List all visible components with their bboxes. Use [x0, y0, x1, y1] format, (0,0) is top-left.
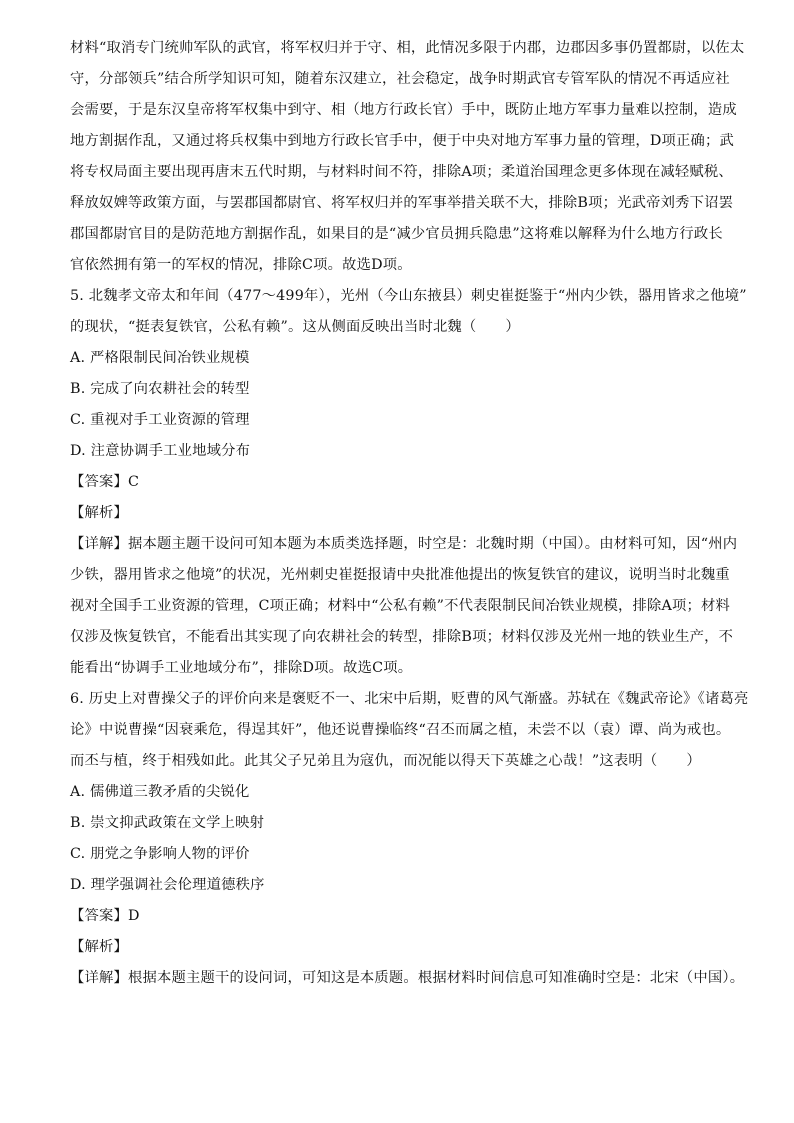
q6-option-c: C. 朋党之争影响人物的评价: [70, 846, 250, 862]
q5-option-b: B. 完成了向农耕社会的转型: [70, 381, 250, 397]
q6-option-a: A. 儒佛道三教矛盾的尖锐化: [70, 784, 250, 800]
q6-stem-line-2: 论》中说曹操“因衰乘危，得逞其奸”，他还说曹操临终“召丕而属之植，未尝不以（袁）谭、尚为戒也。: [70, 722, 731, 738]
q5-detail-line-5: 能看出“协调手工业地域分布”，排除D项。故选C项。: [70, 660, 413, 676]
q4-analysis-line-6: 释放奴婢等政策方面，与罢郡国都尉官、将军权归并的军事举措关联不大，排除B项；光武帝刘秀下诏罢: [70, 195, 734, 211]
q6-analysis-label: 【解析】: [70, 939, 128, 955]
q5-answer: 【答案】C: [70, 474, 140, 490]
q5-detail-line-3: 视对全国手工业资源的管理，C项正确；材料中“公私有赖”不代表限制民间冶铁业规模，排除A项；材料: [70, 598, 731, 614]
q5-analysis-label: 【解析】: [70, 505, 128, 521]
q4-analysis-line-7: 郡国都尉官目的是防范地方割据作乱，如果目的是“减少官员拥兵隐患”这将难以解释为什么地方行政长: [70, 226, 723, 242]
q5-option-d: D. 注意协调手工业地域分布: [70, 443, 251, 459]
q6-stem-line-3: 而丕与植，终于相残如此。此其父子兄弟且为寇仇，而况能以得天下英雄之心哉！”这表明（ ）: [70, 753, 701, 769]
q5-detail-line-2: 少铁，器用皆求之他境”的状况，光州刺史崔挺报请中央批准他提出的恢复铁官的建议，说明当时北魏重: [70, 567, 730, 583]
q4-analysis-line-3: 会需要，于是东汉皇帝将军权集中到守、相（地方行政长官）手中，既防止地方军事力量难以控制，造成: [70, 102, 737, 118]
q6-option-b: B. 崇文抑武政策在文学上映射: [70, 815, 265, 831]
q4-analysis-line-1: 材料“取消专门统帅军队的武官，将军权归并于守、相，此情况多限于内郡，边郡因多事仍置都尉，以佐太: [70, 40, 745, 56]
q4-analysis-line-8: 官依然拥有第一的军权的情况，排除C项。故选D项。: [70, 257, 412, 273]
q6-stem-line-1: 6. 历史上对曹操父子的评价向来是褒贬不一、北宋中后期，贬曹的风气渐盛。苏轼在《魏武帝论》《诸葛亮: [70, 691, 749, 707]
q4-analysis-line-4: 地方割据作乱，又通过将兵权集中到地方行政长官手中，便于中央对地方军事力量的管理，D项正确；武: [70, 133, 735, 149]
q5-option-a: A. 严格限制民间冶铁业规模: [70, 350, 250, 366]
q6-option-d: D. 理学强调社会伦理道德秩序: [70, 877, 265, 893]
q4-analysis-line-5: 将专权局面主要出现再唐末五代时期，与材料时间不符，排除A项；柔道治国理念更多体现在减轻赋税、: [70, 164, 733, 180]
q5-option-c: C. 重视对手工业资源的管理: [70, 412, 250, 428]
q5-detail-line-4: 仅涉及恢复铁官，不能看出其实现了向农耕社会的转型，排除B项；材料仅涉及光州一地的铁业生产，不: [70, 629, 734, 645]
q5-stem-line-2: 的现状，“挺表复铁官，公私有赖”。这从侧面反映出当时北魏（ ）: [70, 319, 520, 335]
q6-detail-line-1: 【详解】根据本题主题干的设问词，可知这是本质题。根据材料时间信息可知准确时空是：北宋（中国）。: [70, 970, 745, 986]
q4-analysis-line-2: 守，分部领兵”结合所学知识可知，随着东汉建立，社会稳定，战争时期武官专管军队的情况不再适应社: [70, 71, 730, 87]
q5-stem-line-1: 5. 北魏孝文帝太和年间（477～499年），光州（今山东掖县）刺史崔挺鉴于“州内少铁，器用皆求之他境”: [70, 288, 747, 304]
q6-answer: 【答案】D: [70, 908, 140, 924]
q5-detail-line-1: 【详解】据本题主题干设问可知本题为本质类选择题，时空是：北魏时期（中国）。由材料可知，因“州内: [70, 536, 738, 552]
